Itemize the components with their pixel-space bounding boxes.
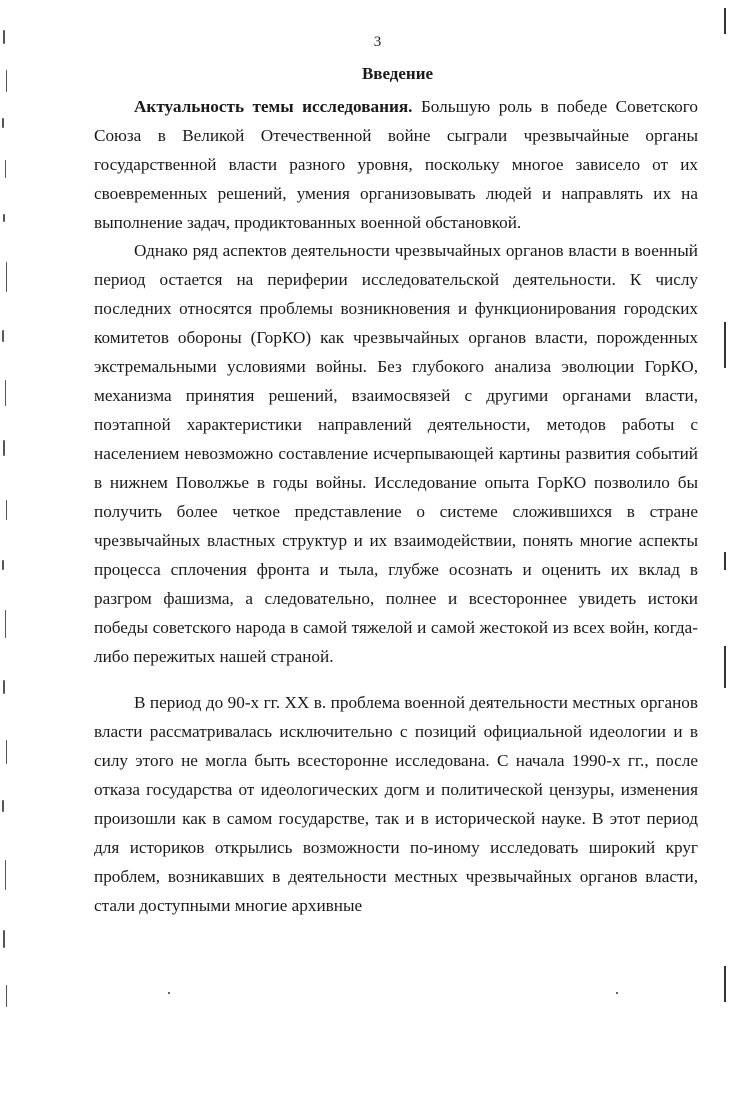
scan-edge-noise — [0, 0, 14, 1100]
paragraph — [94, 236, 698, 671]
paragraph-lead: Актуальность темы исследования. — [134, 97, 413, 116]
scan-mark — [724, 8, 726, 34]
scan-mark — [724, 552, 726, 570]
paragraph — [94, 688, 698, 920]
scan-mark — [724, 646, 726, 688]
scan-dot — [168, 992, 170, 994]
scan-mark — [724, 966, 726, 1002]
scan-dot — [616, 992, 618, 994]
scan-mark — [724, 322, 726, 368]
section-heading: Введение — [361, 64, 434, 83]
paragraph-text: В период до 90-х гг. XX в. проблема военной деятельности местных органов власти рассматривалась исключительно с позиций официальной идеологии и в силу этого не могла быть всесторонне исследована. С начала 1990-х гг., после отказа государства от идеологических догм и политической цензуры, изменения произошли как в самом государстве, так и в исторической науке. В этот период для историков открылись возможности по-иному исследовать широкий круг проблем, возникавших в деятельности местных чрезвычайных органов власти, стали доступными многие архивные — [94, 693, 698, 915]
paragraph-text: Однако ряд аспектов деятельности чрезвычайных органов власти в военный период остается на периферии исследовательской деятельности. К числу последних относятся проблемы возникновения и функционирования городских комитетов обороны (ГорКО) как чрезвычайных органов власти, порожденных экстремальными условиями войны. Без глубокого анализа эволюции ГорКО, механизма принятия решений, взаимосвязей с другими органами власти, поэтапной характеристики направлений деятельности, методов работы с населением невозможно составление исчерпывающей картины развития событий в нижнем Поволжье в годы войны. Исследование опыта ГорКО позволило бы получить более четкое представление о системе сложившихся в стране чрезвычайных властных структур и их взаимодействии, понять многие аспекты процесса сплочения фронта и тыла, глубже осознать и оценить их вклад в разгром фашизма, а следовательно, полнее и всестороннее увидеть истоки победы советского народа в самой тяжелой и самой жестокой из всех войн, когда-либо пережитых нашей страной. — [94, 241, 698, 666]
page-number: 3 — [373, 34, 382, 50]
paragraph-text: Большую роль в победе Советского Союза в Великой Отечественной войне сыграли чрезвычайные органы государственной власти разного уровня, поскольку многое зависело от их своевременных решений, умения организовывать людей и направлять их на выполнение задач, продиктованных военной обстановкой. — [94, 97, 698, 232]
paragraph — [94, 92, 698, 237]
